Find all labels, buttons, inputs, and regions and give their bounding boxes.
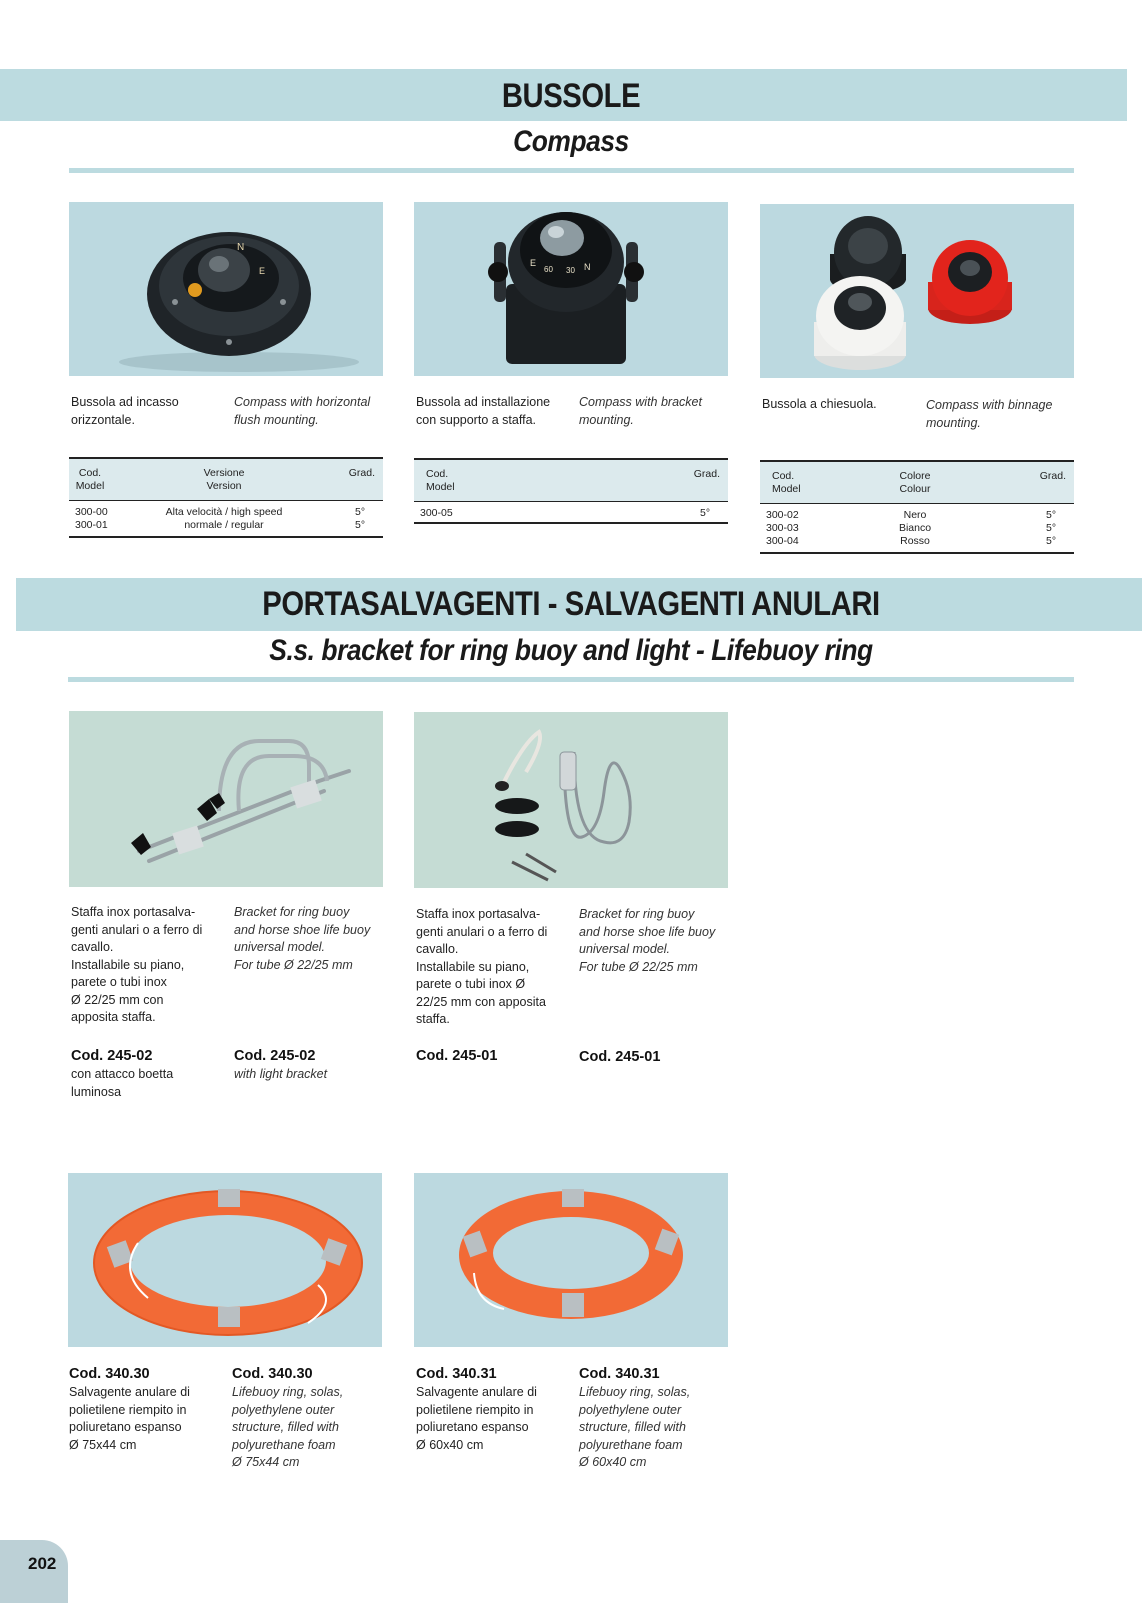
table-header-cell: Cod. Model — [772, 470, 801, 495]
desc-line: Bracket for ring buoy — [234, 905, 350, 919]
desc-line: Bussola ad incasso — [71, 395, 179, 409]
desc-line: con attacco boetta — [71, 1067, 174, 1081]
desc-line: structure, filled with — [232, 1420, 339, 1434]
desc-line: con supporto a staffa. — [416, 412, 536, 427]
table-cell: 5° — [355, 519, 366, 531]
table-header-cell: Grad. — [693, 468, 720, 480]
table-row — [1046, 509, 1056, 548]
table-row — [860, 509, 970, 548]
desc-line: Salvagente anulare di — [416, 1385, 537, 1399]
table-cell: 300-01 — [75, 519, 108, 531]
desc-line: For tube Ø 22/25 mm — [579, 959, 698, 974]
product-code: Cod. 340.31 — [579, 1366, 660, 1382]
product-code: Cod. 340.30 — [69, 1366, 150, 1382]
compass-dial-label: N — [237, 242, 245, 253]
desc-line: cavallo. — [71, 940, 114, 954]
desc-line: universal model. — [234, 940, 326, 954]
desc-line: genti anulari o a ferro di — [416, 924, 548, 939]
page-number-tab — [0, 1540, 68, 1603]
desc-line: polyethylene outer — [579, 1402, 682, 1417]
desc-it-bracket — [416, 394, 576, 429]
desc-line: Compass with horizontal — [234, 395, 371, 409]
table-cell: Nero — [903, 509, 927, 521]
section-subtitle-compass: Compass — [513, 125, 629, 158]
photo-lifebuoy-340-30 — [68, 1173, 382, 1347]
table-header-cell: Grad. — [348, 467, 375, 479]
table-cell: 300-05 — [420, 507, 453, 519]
table-header-cell: Cod. Model — [75, 467, 105, 492]
desc-line: polietilene riempito in — [416, 1402, 534, 1417]
table-cell: 300-02 — [766, 509, 799, 521]
table-row — [766, 509, 799, 548]
table-cell: 300-03 — [766, 522, 799, 534]
table-header — [69, 457, 383, 501]
desc-line: luminosa — [71, 1084, 122, 1099]
compass-dial-label: 30 — [566, 266, 575, 275]
desc-en-bracket — [579, 394, 739, 429]
desc-line: Bussola ad installazione — [416, 395, 551, 409]
bracket-code-it-2: Cod. 245-01 — [416, 1048, 498, 1064]
table-header-cell: Versione Version — [203, 467, 245, 492]
table-header — [414, 458, 728, 502]
ring-desc-en-2 — [579, 1365, 739, 1472]
photo-binnacle-compasses — [760, 204, 1074, 378]
desc-line: and horse shoe life buoy — [579, 924, 716, 939]
table-cell: 5° — [355, 506, 366, 518]
bracket-code-en-2: Cod. 245-01 — [579, 1049, 661, 1065]
table-cell: normale / regular — [184, 519, 264, 531]
photo-lifebuoy-340-31 — [414, 1173, 728, 1347]
product-code: Cod. 340.31 — [416, 1366, 497, 1382]
table-cell: Rosso — [900, 535, 930, 547]
ring-desc-it-1 — [69, 1365, 229, 1454]
desc-it-binnacle — [762, 396, 922, 414]
desc-line: parete o tubi inox — [71, 975, 167, 989]
desc-line: Compass with binnage — [926, 398, 1053, 412]
desc-en-flush — [234, 394, 394, 429]
compass-dial-label: E — [259, 266, 266, 276]
compass-dial-label: 60 — [544, 265, 553, 274]
bracket-code-en-1 — [234, 1047, 394, 1084]
desc-line: Ø 60x40 cm — [579, 1455, 647, 1469]
desc-line: polyethylene outer — [232, 1402, 335, 1417]
desc-line: polietilene riempito in — [69, 1402, 187, 1417]
desc-line: polyurethane foam — [232, 1437, 336, 1452]
table-cell: Bianco — [898, 522, 932, 534]
desc-line: Bussola a chiesuola. — [762, 397, 877, 411]
desc-line: Staffa inox portasalva- — [71, 905, 196, 919]
desc-line: Staffa inox portasalva- — [416, 907, 541, 921]
section-rule-compass — [69, 168, 1074, 173]
bracket-desc-it-1 — [71, 904, 231, 1027]
desc-line: apposita staffa. — [71, 1010, 156, 1024]
section-title-lifebuoy: PORTASALVAGENTI - SALVAGENTI ANULARI — [262, 585, 880, 623]
bracket-desc-en-2 — [579, 906, 739, 976]
section-title-compass: BUSSOLE — [501, 77, 641, 115]
desc-line: Lifebuoy ring, solas, — [232, 1385, 344, 1399]
table-header-cell: Cod. Model — [426, 468, 455, 493]
desc-line: poliuretano espanso — [416, 1420, 529, 1434]
desc-line: Installabile su piano, — [416, 959, 530, 974]
photo-bracket-245-01 — [414, 712, 728, 888]
table-row — [75, 506, 108, 532]
table-cell: 5° — [1046, 535, 1057, 547]
desc-line: mounting. — [926, 415, 981, 430]
ring-desc-en-1 — [232, 1365, 392, 1472]
photo-bracket-245-02 — [69, 711, 383, 887]
desc-line: Ø 22/25 mm con — [71, 992, 164, 1007]
desc-line: flush mounting. — [234, 412, 319, 427]
desc-line: staffa. — [416, 1012, 450, 1026]
table-cell: 5° — [700, 507, 711, 519]
spec-table-binnacle — [760, 460, 1074, 554]
product-code: Cod. 340.30 — [232, 1366, 313, 1382]
table-cell: Alta velocità / high speed — [165, 506, 283, 518]
desc-line: and horse shoe life buoy — [234, 922, 371, 937]
desc-line: polyurethane foam — [579, 1437, 683, 1452]
desc-line: cavallo. — [416, 942, 459, 956]
section-subtitle-lifebuoy: S.s. bracket for ring buoy and light - Lifebuoy ring — [269, 634, 873, 667]
desc-line: Ø 60x40 cm — [416, 1437, 484, 1452]
desc-line: with light bracket — [234, 1067, 328, 1081]
desc-line: Lifebuoy ring, solas, — [579, 1385, 691, 1399]
photo-bracket-compass — [414, 202, 728, 376]
product-code: Cod. 245-02 — [234, 1048, 316, 1064]
page-number: 202 — [28, 1554, 57, 1573]
bracket-desc-it-2 — [416, 906, 576, 1029]
table-row — [355, 506, 365, 532]
desc-line: Salvagente anulare di — [69, 1385, 190, 1399]
spec-table-flush — [69, 457, 383, 538]
desc-line: Ø 75x44 cm — [232, 1455, 300, 1469]
bracket-code-it-1 — [71, 1047, 231, 1101]
table-cell: 5° — [1046, 522, 1057, 534]
bracket-desc-en-1 — [234, 904, 394, 974]
desc-line: Compass with bracket — [579, 395, 702, 409]
photo-flush-compass — [69, 202, 383, 376]
desc-line: universal model. — [579, 942, 671, 956]
ring-desc-it-2 — [416, 1365, 576, 1454]
table-header-cell: Colore Colour — [899, 470, 931, 495]
spec-table-bracket — [414, 458, 728, 524]
desc-en-binnacle — [926, 397, 1086, 432]
table-cell: 5° — [1046, 509, 1057, 521]
compass-dial-label: E — [530, 258, 537, 268]
desc-it-flush — [71, 394, 231, 429]
section-rule-lifebuoy — [68, 677, 1074, 682]
desc-line: For tube Ø 22/25 mm — [234, 957, 353, 972]
desc-line: Bracket for ring buoy — [579, 907, 695, 921]
desc-line: genti anulari o a ferro di — [71, 922, 203, 937]
table-row — [149, 506, 299, 532]
product-code: Cod. 245-02 — [71, 1048, 153, 1064]
desc-line: 22/25 mm con apposita — [416, 994, 546, 1009]
table-header — [760, 460, 1074, 504]
table-header-cell: Grad. — [1039, 470, 1066, 482]
desc-line: parete o tubi inox Ø — [416, 977, 526, 991]
desc-line: orizzontale. — [71, 412, 135, 427]
desc-line: Installabile su piano, — [71, 957, 185, 972]
table-cell: 300-00 — [75, 506, 108, 518]
desc-line: structure, filled with — [579, 1420, 686, 1434]
desc-line: mounting. — [579, 412, 634, 427]
desc-line: Ø 75x44 cm — [69, 1437, 137, 1452]
desc-line: poliuretano espanso — [69, 1420, 182, 1434]
compass-dial-label: N — [584, 262, 591, 272]
table-cell: 300-04 — [766, 535, 799, 547]
